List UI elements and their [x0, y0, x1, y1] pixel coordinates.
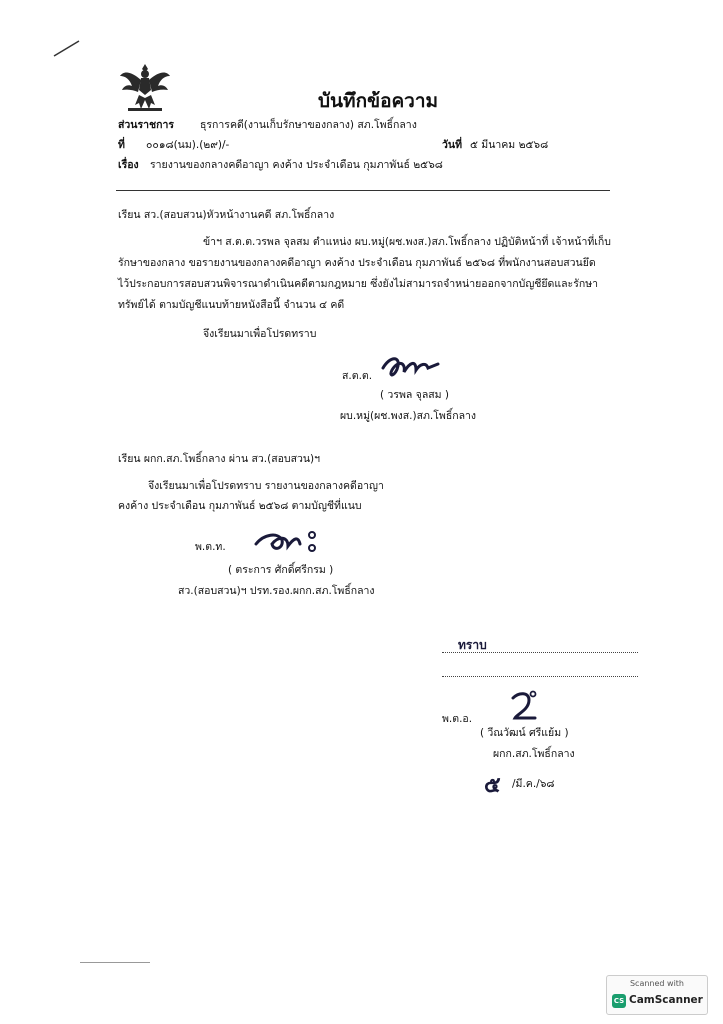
note-line — [442, 652, 638, 653]
memo3-signer-rank: พ.ต.อ. — [442, 713, 473, 725]
dept-label: ส่วนราชการ — [118, 119, 175, 131]
memo1-closing: จึงเรียนมาเพื่อโปรดทราบ — [203, 328, 317, 340]
doc-number-value: ๐๐๑๘(นม).(๒๙)/- — [146, 139, 230, 151]
doc-number-label: ที่ — [118, 139, 125, 151]
memo2-signer-name: ( ตระการ ศักดิ์ศรีกรม ) — [228, 564, 334, 576]
handwritten-note: ทราบ — [458, 638, 487, 652]
memo1-signer-name: ( วรพล จุลสม ) — [380, 389, 450, 401]
memo1-body-line: ไว้ประกอบการสอบสวนพิจารณาดำเนินคดีตามกฎหมาย ซึ่งยังไม่สามารถจำหน่ายออกจากบัญชียึดและรักษา — [118, 278, 599, 290]
date-value: ๕ มีนาคม ๒๕๖๘ — [470, 139, 549, 151]
memo1-body-line: ทรัพย์ได้ ตามบัญชีแนบท้ายหนังสือนี้ จำนวน ๔ คดี — [118, 299, 345, 311]
memo2-body-line: คงค้าง ประจำเดือน กุมภาพันธ์ ๒๕๖๘ ตามบัญชีที่แนบ — [118, 500, 362, 512]
memo1-signer-position: ผบ.หมู่(ผช.พงส.)สภ.โพธิ์กลาง — [340, 410, 477, 422]
dept-value: ธุรการคดี(งานเก็บรักษาของกลาง) สภ.โพธิ์กลาง — [200, 119, 417, 131]
memo1-signer-rank: ส.ต.ต. — [342, 370, 373, 382]
memo3-signer-name: ( วีณวัฒน์ ศรีแย้ม ) — [480, 727, 569, 739]
memo3-date-day: ๕ — [484, 772, 501, 798]
watermark-line1: Scanned with — [629, 979, 685, 988]
camscanner-watermark — [606, 975, 708, 1015]
header-divider — [116, 190, 610, 191]
garuda-emblem — [118, 58, 172, 114]
scan-edge-mark — [80, 962, 150, 963]
memo3-date-rest: /มี.ค./๖๘ — [512, 778, 555, 790]
memo2-recipient: เรียน ผกก.สภ.โพธิ์กลาง ผ่าน สว.(สอบสวน)ฯ — [118, 453, 321, 465]
memo1-body-line: รักษาของกลาง ขอรายงานของกลางคดีอาญา คงค้าง ประจำเดือน กุมภาพันธ์ ๒๕๖๘ ที่พนักงานสอบสวนยึด — [118, 257, 596, 269]
subject-value: รายงานของกลางคดีอาญา คงค้าง ประจำเดือน กุมภาพันธ์ ๒๕๖๘ — [150, 159, 443, 171]
memo2-signer-position: สว.(สอบสวน)ฯ ปรท.รอง.ผกก.สภ.โพธิ์กลาง — [178, 585, 375, 597]
memo1-recipient: เรียน สว.(สอบสวน)หัวหน้างานคดี สภ.โพธิ์กลาง — [118, 209, 335, 221]
memo1-body-line: ข้าฯ ส.ต.ต.วรพล จุลสม ตำแหน่ง ผบ.หมู่(ผช.พงส.)สภ.โพธิ์กลาง ปฏิบัติหน้าที่ เจ้าหน้าที่เก็บ — [203, 236, 611, 248]
note-line — [442, 676, 638, 677]
memo3-signer-position: ผกก.สภ.โพธิ์กลาง — [493, 748, 575, 760]
date-label: วันที่ — [442, 139, 462, 151]
memo2-signature — [252, 526, 324, 556]
memo2-signer-rank: พ.ต.ท. — [195, 541, 226, 553]
subject-label: เรื่อง — [118, 159, 139, 171]
pen-mark — [52, 38, 82, 58]
camscanner-logo-icon: CS — [612, 994, 626, 1008]
memo2-body-line: จึงเรียนมาเพื่อโปรดทราบ รายงานของกลางคดีอาญา — [148, 480, 384, 492]
watermark-line2: CamScanner — [629, 994, 703, 1006]
memo1-signature — [380, 352, 442, 382]
memo3-signature — [507, 688, 541, 722]
document-title: บันทึกข้อความ — [318, 90, 439, 112]
